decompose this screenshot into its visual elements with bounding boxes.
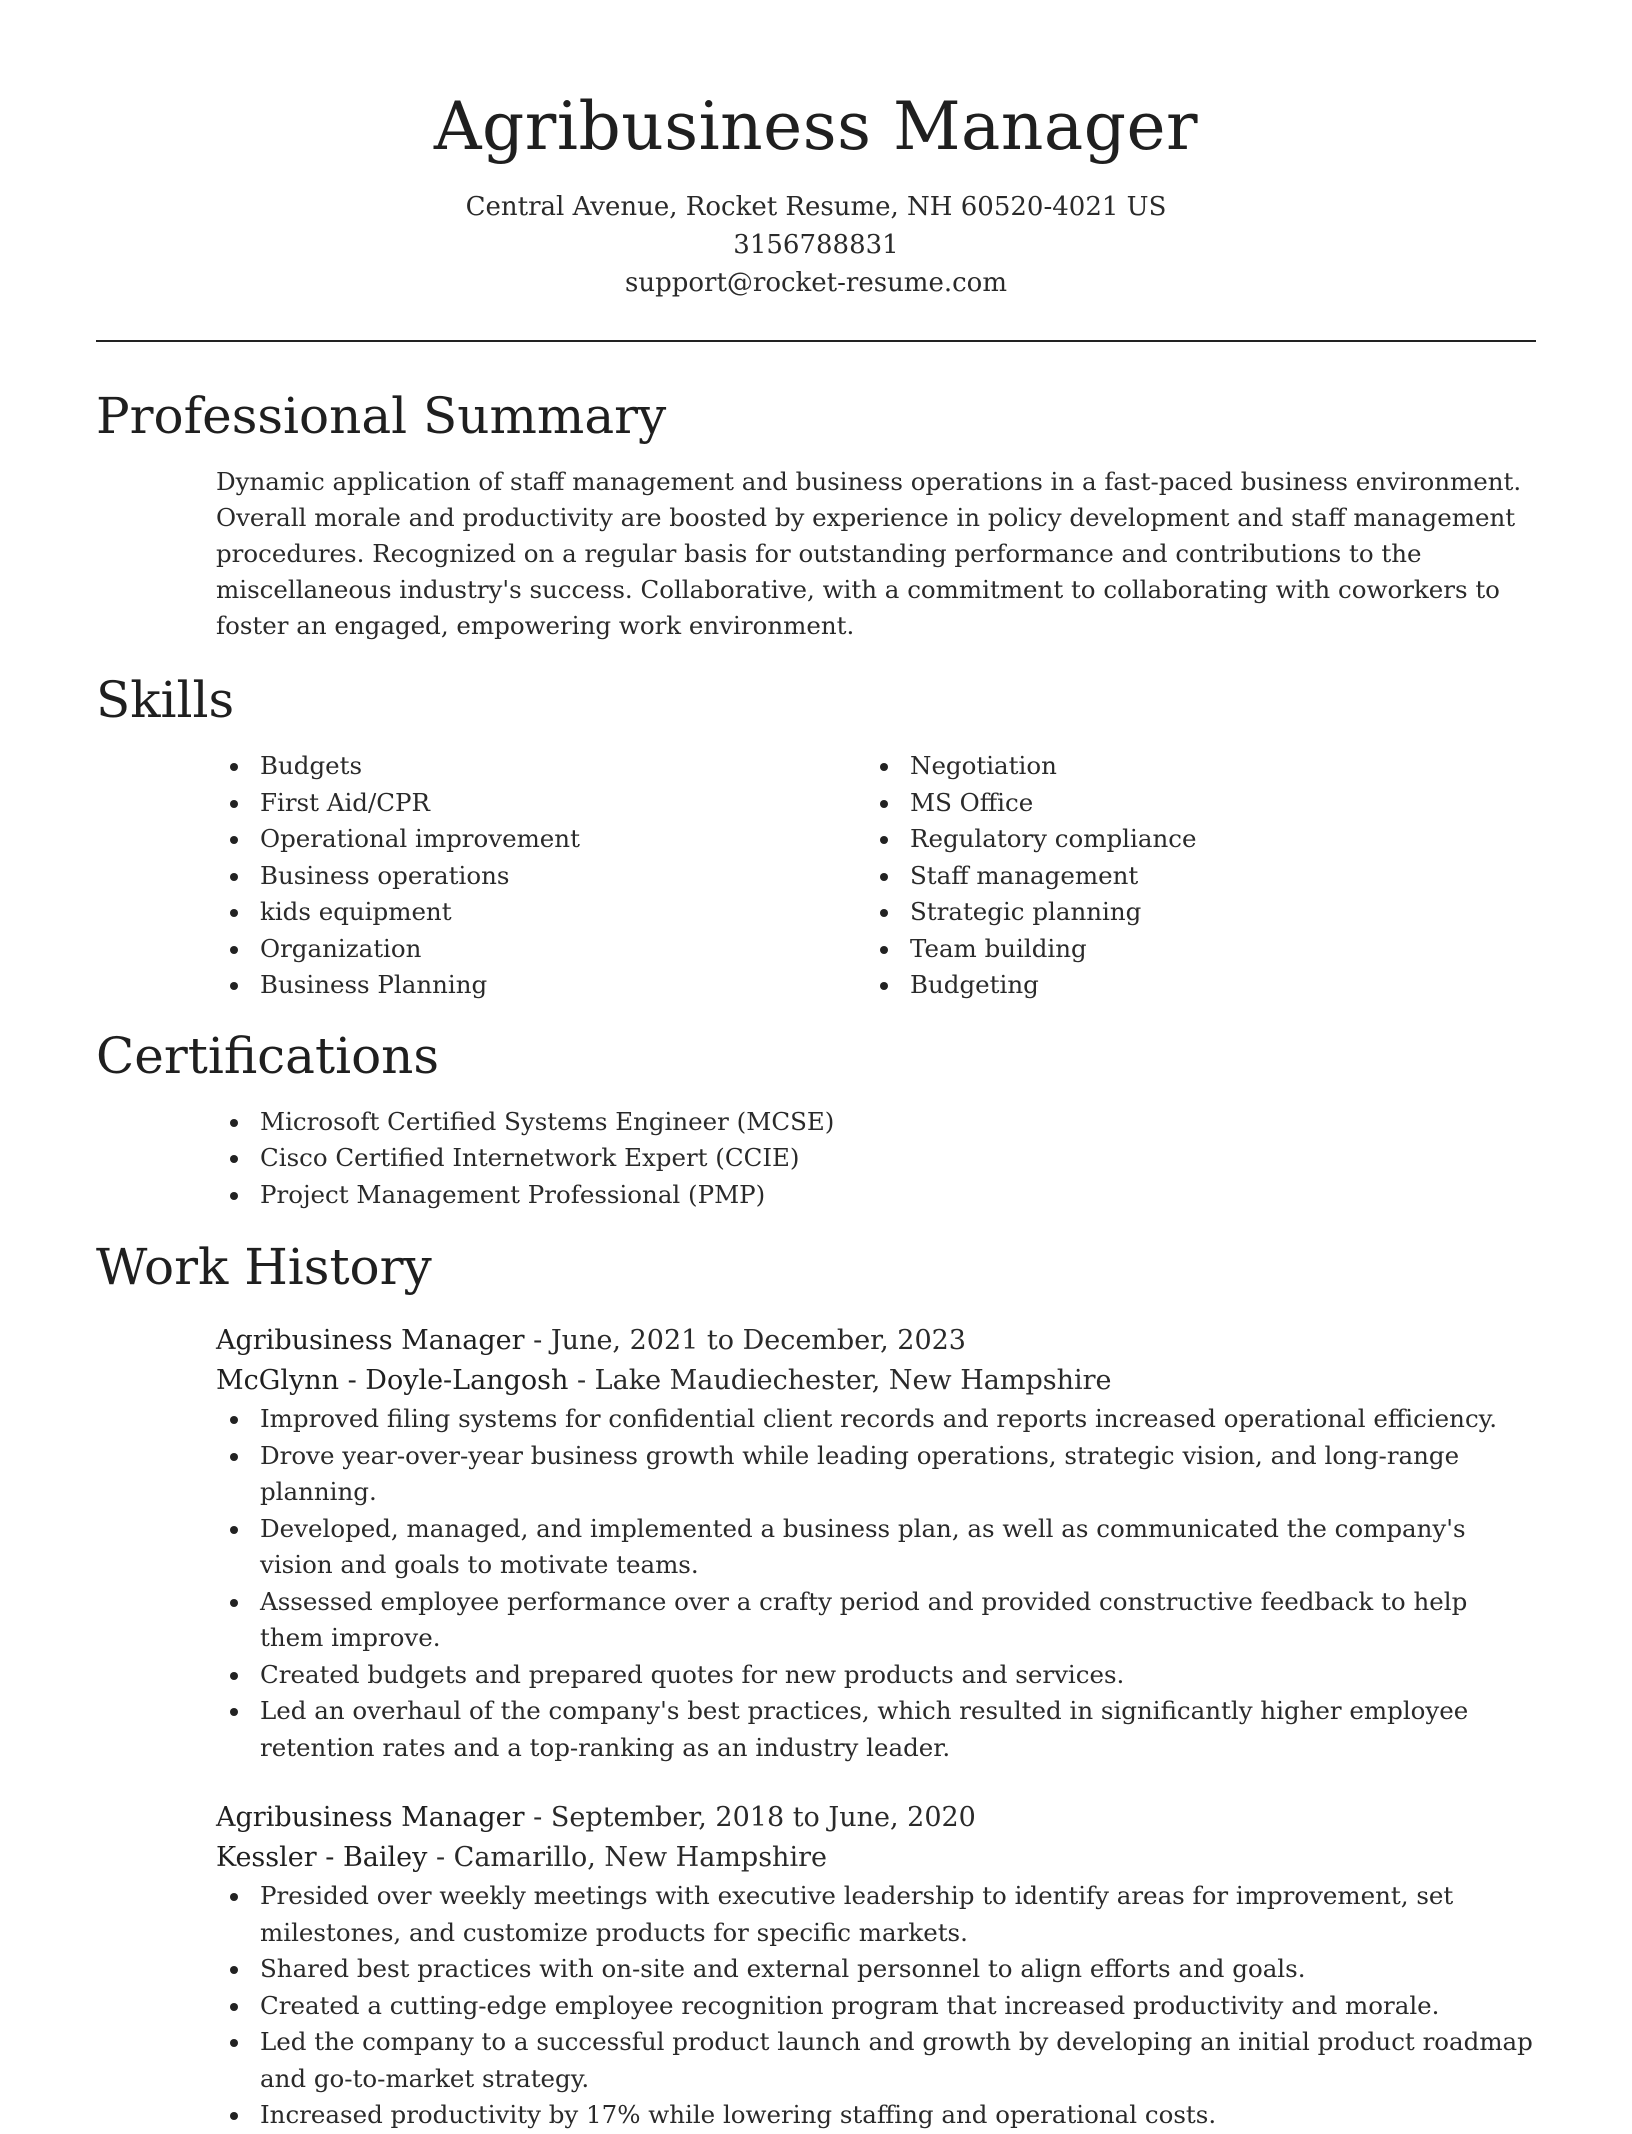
job-location: - Lake Maudiechester, New Hampshire [568, 1365, 1112, 1396]
job-title-line [216, 1321, 1536, 1361]
list-item: Presided over weekly meetings with executive leadership to identify areas for improvement, set milestones, and customize products for specific markets. [216, 1878, 1536, 1951]
list-item: Business operations [216, 858, 866, 895]
job-company: McGlynn - Doyle-Langosh [216, 1365, 569, 1396]
list-item: Cisco Certified Internetwork Expert (CCIE) [216, 1140, 1536, 1177]
list-item: Led the company to a successful product launch and growth by developing an initial product roadmap and go-to-market strategy. [216, 2024, 1536, 2097]
list-item: Microsoft Certified Systems Engineer (MCSE) [216, 1104, 1536, 1141]
section-title-certifications: Certifications [96, 1026, 440, 1085]
job-title: Agribusiness Manager [216, 1325, 525, 1356]
list-item: Created budgets and prepared quotes for new products and services. [216, 1657, 1536, 1694]
job-location: - Camarillo, New Hampshire [427, 1842, 827, 1873]
list-item: Organization [216, 931, 866, 968]
job-company-line [216, 1361, 1536, 1401]
candidate-name: Agribusiness Manager [433, 88, 1199, 165]
list-item: Business Planning [216, 967, 866, 1004]
list-item: Assessed employee performance over a crafty period and provided constructive feedback to help them improve. [216, 1584, 1536, 1657]
skills-list [216, 748, 1536, 1004]
list-item: Increased productivity by 17% while lowering staffing and operational costs. [216, 2097, 1536, 2134]
section-title-work-history: Work History [96, 1238, 432, 1296]
job-dates: - September, 2018 to June, 2020 [524, 1802, 976, 1833]
job-company-line [216, 1838, 1536, 1878]
section-title-summary: Professional Summary [96, 387, 667, 445]
job-title-line [216, 1798, 1536, 1838]
summary-text: Dynamic application of staff management and business operations in a fast-paced business environment. Overall morale and productivity are boosted by experience in policy development and staff management procedures. Recognized on a regular basis for outstanding performance and contributions to the miscellaneous industry's success. Collaborative, with a commitment to collaborating with coworkers to foster an engaged, empowering work environment. [216, 467, 1522, 640]
list-item: Shared best practices with on-site and external personnel to align efforts and goals. [216, 1951, 1536, 1988]
job-responsibilities [216, 1401, 1536, 1766]
list-item: Drove year-over-year business growth while leading operations, strategic vision, and long-range planning. [216, 1438, 1536, 1511]
list-item: Led an overhaul of the company's best practices, which resulted in significantly higher employee retention rates and a top-ranking as an industry leader. [216, 1693, 1536, 1766]
job-title: Agribusiness Manager [216, 1802, 525, 1833]
list-item: Team building [866, 931, 1516, 968]
section-title-skills: Skills [96, 671, 235, 729]
job-entry [216, 1321, 1536, 1766]
list-item: First Aid/CPR [216, 785, 866, 822]
list-item: Operational improvement [216, 821, 866, 858]
list-item: Project Management Professional (PMP) [216, 1177, 1536, 1214]
skills-column-right [866, 748, 1516, 1004]
job-company: Kessler - Bailey [216, 1842, 428, 1873]
skills-column-left [216, 748, 866, 1004]
list-item: Strategic planning [866, 894, 1516, 931]
list-item: MS Office [866, 785, 1516, 822]
list-item: Staff management [866, 858, 1516, 895]
list-item: Negotiation [866, 748, 1516, 785]
list-item: Developed, managed, and implemented a business plan, as well as communicated the company's vision and goals to motivate teams. [216, 1511, 1536, 1584]
job-dates: - June, 2021 to December, 2023 [524, 1325, 966, 1356]
list-item: Created a cutting-edge employee recognition program that increased productivity and morale. [216, 1988, 1536, 2025]
certifications-list [216, 1104, 1536, 1214]
contact-phone: 3156788831 [733, 230, 899, 260]
contact-address: Central Avenue, Rocket Resume, NH 60520-4021 US [465, 192, 1167, 222]
list-item: Budgets [216, 748, 866, 785]
list-item: Regulatory compliance [866, 821, 1516, 858]
list-item: Improved filing systems for confidential client records and reports increased operational efficiency. [216, 1401, 1536, 1438]
job-entry [216, 1798, 1536, 2134]
header-divider [96, 340, 1536, 342]
resume-page [96, 0, 1536, 2134]
resume-header [96, 0, 1536, 302]
job-responsibilities [216, 1878, 1536, 2134]
list-item: Budgeting [866, 967, 1516, 1004]
contact-email: support@rocket-resume.com [624, 268, 1007, 298]
list-item: kids equipment [216, 894, 866, 931]
